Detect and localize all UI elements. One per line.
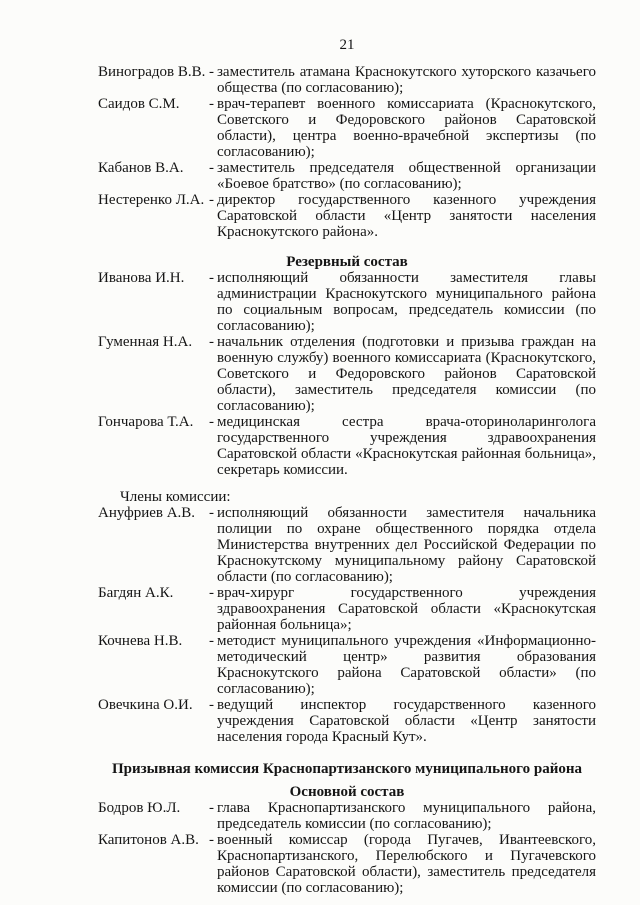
- member-name: Овечкина О.И.: [98, 697, 193, 713]
- member-description: [209, 505, 596, 585]
- member-entry: [98, 192, 596, 240]
- member-role: ведущий инспектор государственного казенного учреждения Саратовской области «Центр занятости населения города Красный Кут».: [217, 697, 596, 745]
- member-role: исполняющий обязанности заместителя главы администрации Краснокутского муниципального района по социальным вопросам, председатель комиссии (по согласованию);: [217, 270, 596, 334]
- member-description: [209, 800, 596, 832]
- member-role: глава Краснопартизанского муниципального района, председатель комиссии (по согласованию);: [217, 800, 596, 832]
- member-description: [209, 96, 596, 160]
- page-content: [98, 64, 596, 896]
- member-entry: [98, 832, 596, 896]
- district-commission-heading: Призывная комиссия Краснопартизанского муниципального района: [112, 761, 582, 777]
- member-description: [209, 414, 596, 478]
- member-name: Капитонов А.В.: [98, 832, 199, 848]
- member-description: [209, 585, 596, 633]
- members-label: Члены комиссии:: [120, 489, 231, 505]
- reserve-heading: Резервный состав: [286, 254, 408, 270]
- member-name: Виноградов В.В.: [98, 64, 206, 80]
- member-name: Кочнева Н.В.: [98, 633, 183, 649]
- member-name: Саидов С.М.: [98, 96, 180, 112]
- member-description: [209, 160, 596, 192]
- member-role: директор государственного казенного учреждения Саратовской области «Центр занятости населения Краснокутского района».: [217, 192, 596, 240]
- member-description: [209, 192, 596, 240]
- member-name: Гончарова Т.А.: [98, 414, 194, 430]
- member-description: [209, 633, 596, 697]
- dash-separator: -: [209, 270, 214, 286]
- member-role: начальник отделения (подготовки и призыва граждан на военную службу) военного комиссариата (Краснокутского, Советского и Федоровского районов Саратовской области), заместитель председателя комиссии (по согласованию);: [217, 334, 596, 414]
- member-role: исполняющий обязанности заместителя начальника полиции по охране общественного порядка отдела Министерства внутренних дел Российской Федерации по Краснокутскому муниципальному району Саратовской области (по согласованию);: [217, 505, 596, 585]
- dash-separator: -: [209, 832, 214, 848]
- member-entry: [98, 585, 596, 633]
- member-name: Бодров Ю.Л.: [98, 800, 181, 816]
- member-description: [209, 64, 596, 96]
- dash-separator: -: [209, 96, 214, 112]
- member-description: [209, 334, 596, 414]
- dash-separator: -: [209, 64, 214, 80]
- dash-separator: -: [209, 414, 214, 430]
- dash-separator: -: [209, 192, 214, 208]
- member-role: врач-терапевт военного комиссариата (Краснокутского, Советского и Федоровского районов Саратовской области), центра военно-врачебной экспертизы (по согласованию);: [217, 96, 596, 160]
- dash-separator: -: [209, 585, 214, 601]
- main-composition-heading: Основной состав: [289, 784, 405, 800]
- page-number: 21: [339, 37, 355, 53]
- member-description: [209, 270, 596, 334]
- dash-separator: -: [209, 334, 214, 350]
- member-name: Иванова И.Н.: [98, 270, 185, 286]
- dash-separator: -: [209, 633, 214, 649]
- member-entry: [98, 633, 596, 697]
- dash-separator: -: [209, 505, 214, 521]
- member-entry: [98, 505, 596, 585]
- member-entry: [98, 64, 596, 96]
- member-role: медицинская сестра врача-оториноларинголога государственного учреждения здравоохранения Саратовской области «Краснокутская районная больница», секретарь комиссии.: [217, 414, 596, 478]
- member-entry: [98, 334, 596, 414]
- member-entry: [98, 270, 596, 334]
- member-entry: [98, 96, 596, 160]
- member-name: Багдян А.К.: [98, 585, 174, 601]
- member-entry: [98, 160, 596, 192]
- member-name: Гуменная Н.А.: [98, 334, 193, 350]
- member-name: Кабанов В.А.: [98, 160, 184, 176]
- member-name: Нестеренко Л.А.: [98, 192, 205, 208]
- member-role: заместитель атамана Краснокутского хуторского казачьего общества (по согласованию);: [217, 64, 596, 96]
- member-entry: [98, 414, 596, 478]
- member-role: заместитель председателя общественной организации «Боевое братство» (по согласованию);: [217, 160, 596, 192]
- member-role: военный комиссар (города Пугачев, Ивантеевского, Краснопартизанского, Перелюбского и Пугачевского районов Саратовской области), заместитель председателя комиссии (по согласованию);: [217, 832, 596, 896]
- dash-separator: -: [209, 800, 214, 816]
- member-description: [209, 832, 596, 896]
- member-description: [209, 697, 596, 745]
- member-role: методист муниципального учреждения «Информационно-методический центр» развития образования Краснокутского района Саратовской области» (по согласованию);: [217, 633, 596, 697]
- dash-separator: -: [209, 160, 214, 176]
- member-role: врач-хирург государственного учреждения здравоохранения Саратовской области «Краснокутская районная больница»;: [217, 585, 596, 633]
- member-entry: [98, 697, 596, 745]
- member-name: Ануфриев А.В.: [98, 505, 196, 521]
- member-entry: [98, 800, 596, 832]
- dash-separator: -: [209, 697, 214, 713]
